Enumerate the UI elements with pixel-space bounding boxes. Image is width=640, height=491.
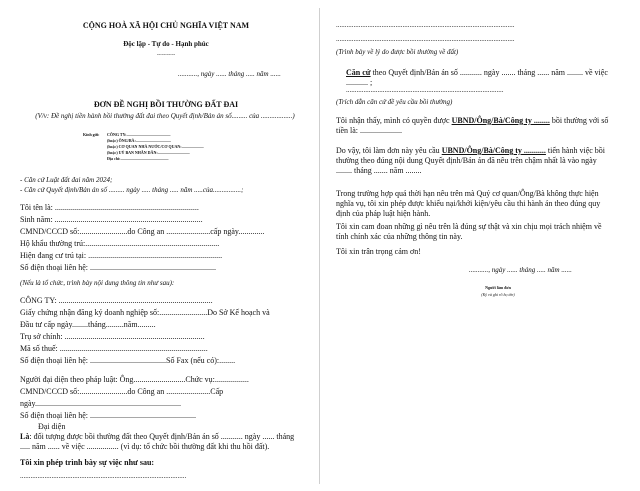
field-business-registration: Giấy chứng nhận đăng ký doanh nghiệp số:........................Do Sở Kế hoạch và xyxy=(20,308,270,317)
signer-note: (Ký và ghi rõ họ tên) xyxy=(481,292,515,297)
para1-end: bồi thường với số tiền là: ..................... xyxy=(336,116,609,135)
basis-line: - Căn cứ Luật đất đai năm 2024; xyxy=(20,176,113,184)
document-title: ĐƠN ĐỀ NGHỊ BỒI THƯỜNG ĐẤT ĐAI xyxy=(93,100,239,109)
can-cu-text: theo Quyết định/Bản án số ........... ngày ....... tháng ...... năm ........ về việc ........... ; xyxy=(346,68,608,87)
motto: Độc lập - Tự do - Hạnh phúc xyxy=(123,40,209,48)
field-full-name: Tôi tên là: ........................................................................ xyxy=(20,203,199,212)
can-cu-label: Căn cứ xyxy=(346,68,371,77)
field-id-number: CMND/CCCD số:........................do Công an ......................cấp ngày............. xyxy=(20,227,265,236)
field-representative: Đại diện xyxy=(20,422,66,431)
field-org-phone: Số điện thoại liên hệ: ......................................Số Fax (nếu có):........ xyxy=(20,356,236,365)
field-residence: Hộ khẩu thường trú:................................................................... xyxy=(20,239,220,248)
field-phone: Số điện thoại liên hệ: ............................................................... xyxy=(20,263,216,272)
left-date-line: ..........., ngày ...... tháng ..... năm ...... xyxy=(178,70,281,78)
org-note: (Nếu là tổ chức, trình bày nội dung thông tin như sau): xyxy=(20,279,175,287)
para2-end: tiến hành việc bồi thường theo đúng nội dung Quyết định/Bản án đã nêu trên chậm nhất là vào ngày ........ tháng ....... năm ........ xyxy=(336,146,606,175)
document-subtitle: (V/v: Đề nghị tiền hành bồi thường đất đai theo Quyết định/Bản án số......... của ..................) xyxy=(35,112,295,120)
right-date-line: ..........., ngày ...... tháng ..... năm ...... xyxy=(469,266,572,274)
para2-start: Do vậy, tôi làm đơn này yêu cầu xyxy=(336,146,442,155)
recipient-line: (hoặc) ÔNG/BÀ:................................... xyxy=(107,138,171,143)
request-heading: Tôi xin phép trình bày sự việc như sau: xyxy=(20,458,155,467)
commitment-paragraph: Tôi xin cam đoan những gì nêu trên là đúng sự thật và xin chịu mọi trách nhiệm về tính chính xác của những thông tin này. xyxy=(336,222,602,241)
para2-party: UBND/Ông/Bà/Công ty ........... xyxy=(441,146,546,155)
motto-rule: ----------- xyxy=(156,53,176,58)
basis-line: - Căn cứ Quyết định/Bản án số ......... ngày ..... tháng ..... năm .....của................; xyxy=(20,186,244,194)
thanks-line: Tôi xin trân trọng cảm ơn! xyxy=(336,247,421,256)
recipient-line: (hoặc) UỶ BAN NHÂN DÂN:................................ xyxy=(107,150,190,155)
la-text: : đối tượng được bồi thường đất theo Quyết định/Bản án số ........... ngày ...... tháng ..... năm ...... về việc ................ (vì dụ: tổ chức bồi thường đất khi thu hồi đất). xyxy=(20,432,295,451)
dotted-line: .......................................................................................... xyxy=(346,86,504,94)
dotted-line: ............................................................................................... xyxy=(20,472,187,480)
reason-note: (Trình bày về lý do được bồi thường về đất) xyxy=(336,48,459,56)
la-label: Là xyxy=(20,432,30,441)
dotted-line: ...................................................................................................... xyxy=(336,21,515,29)
field-tax-code: Mã số thuế: .......................................................................... xyxy=(20,344,208,353)
recipient-line: (hoặc) CƠ QUAN NHÀ NƯỚC/CƠ QUAN:...................... xyxy=(107,144,204,149)
field-headquarters: Trụ sở chính: ...................................................................... xyxy=(20,332,205,341)
recipient-line: CÔNG TY:............................................ xyxy=(107,132,171,137)
dotted-line: ...................................................................................................... xyxy=(336,35,515,43)
basis-paragraph xyxy=(346,68,614,88)
field-rep-phone: Số điện thoại liên hệ: ..................................................... xyxy=(20,411,196,420)
field-birth-year: Sinh năm: .......................................................................... xyxy=(20,215,203,224)
request-paragraph xyxy=(336,146,614,176)
signer-label: Người làm đơn xyxy=(485,285,511,290)
para1-start: Tôi nhận thấy, mình có quyền được xyxy=(336,116,452,125)
field-registration-date: Đầu tư cấp ngày........tháng.........năm......... xyxy=(20,320,156,329)
nation-heading: CỘNG HOÀ XÃ HỘI CHỦ NGHĨA VIỆT NAM xyxy=(82,21,250,30)
entitlement-paragraph xyxy=(336,116,614,136)
recipient-line: Địa chỉ:................................................ xyxy=(107,156,169,161)
field-legal-rep: Người đại diện theo pháp luật: Ông..........................Chức vụ:................. xyxy=(20,375,249,384)
field-current-address: Hiện đang cư trú tại: ................................................................... xyxy=(20,251,223,260)
basis-note: (Trích dẫn căn cứ đề yêu cầu bồi thường) xyxy=(336,98,453,106)
para1-party: UBND/Ông/Bà/Công ty ........ xyxy=(451,116,550,125)
field-company: CÔNG TY: ............................................................................. xyxy=(20,296,213,305)
field-rep-id: CMND/CCCD số:........................do Công an ......................Cấp xyxy=(20,387,224,396)
page-divider xyxy=(319,8,320,484)
beneficiary-paragraph xyxy=(20,432,304,452)
kinh-gui-label: Kính gửi: xyxy=(83,132,100,137)
field-rep-id-date: ngày......................................................................... xyxy=(20,399,182,408)
overdue-paragraph: Trong trường hợp quá thời hạn nêu trên mà Quý cơ quan/Ông/Bà không thực hiện nghĩa vụ, tôi xin phép được khiếu nại/khởi kiện/yêu cầu thi hành án theo đúng quy định của pháp luật hiện hành. xyxy=(336,189,601,218)
